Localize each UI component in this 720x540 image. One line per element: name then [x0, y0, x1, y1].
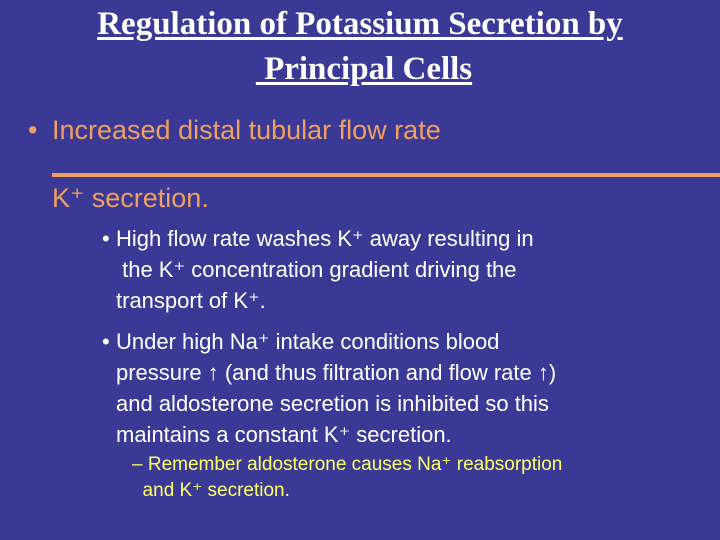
fill-in-blank-line — [52, 173, 720, 177]
sub-bullet-2 — [102, 326, 702, 450]
main-bullet — [28, 113, 441, 147]
sub-sub-bullet — [132, 452, 712, 504]
slide-title-line-2: Principal Cells — [255, 51, 473, 87]
slide-title — [0, 2, 720, 92]
sub-bullet-2-line-2: pressure ↑ (and thus filtration and flow rate ↑) — [116, 360, 557, 385]
sub-sub-bullet-line-1: – Remember aldosterone causes Na⁺ reabsorption — [132, 454, 563, 475]
sub-bullet-2-line-4: maintains a constant K⁺ secretion. — [116, 422, 452, 447]
sub-bullet-1-line-2: the K⁺ concentration gradient driving the — [116, 257, 517, 282]
main-bullet-continuation: K⁺ secretion. — [52, 183, 209, 213]
sub-bullet-1-marker: • — [102, 226, 110, 251]
sub-bullet-1 — [102, 223, 702, 316]
sub-bullet-2-marker: • — [102, 329, 110, 354]
sub-sub-bullet-line-2: and K⁺ secretion. — [132, 480, 290, 501]
sub-bullet-1-line-3: transport of K⁺. — [116, 288, 266, 313]
slide-title-line-1: Regulation of Potassium Secretion by — [97, 6, 623, 42]
main-bullet-marker: • — [28, 115, 38, 145]
main-bullet-text: Increased distal tubular flow rate — [52, 115, 441, 145]
sub-bullet-2-line-3: and aldosterone secretion is inhibited so this — [116, 391, 549, 416]
sub-bullet-1-line-1: High flow rate washes K⁺ away resulting in — [116, 226, 534, 251]
sub-bullet-2-line-1: Under high Na⁺ intake conditions blood — [116, 329, 500, 354]
